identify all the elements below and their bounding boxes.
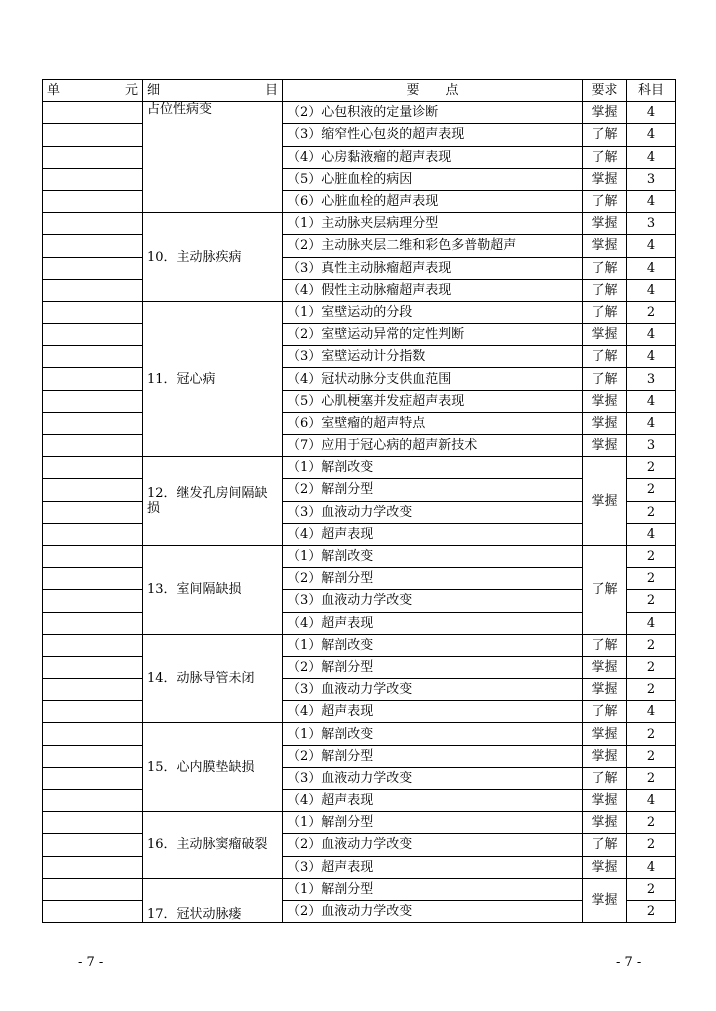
unit-cell <box>43 146 143 168</box>
unit-cell <box>43 568 143 590</box>
unit-cell <box>43 701 143 723</box>
detail-cell: 10．主动脉疾病 <box>143 213 283 302</box>
unit-cell <box>43 190 143 212</box>
unit-cell <box>43 324 143 346</box>
table-row <box>43 812 676 834</box>
requirement-cell: 掌握 <box>583 812 627 834</box>
point-cell: （1）解剖改变 <box>283 723 583 745</box>
table-row <box>43 301 676 323</box>
point-cell: （3）血液动力学改变 <box>283 501 583 523</box>
subject-cell: 4 <box>627 279 676 301</box>
subject-cell: 2 <box>627 545 676 567</box>
point-cell: （4）冠状动脉分支供血范围 <box>283 368 583 390</box>
point-cell: （1）解剖改变 <box>283 634 583 656</box>
table-row <box>43 568 676 590</box>
unit-cell <box>43 634 143 656</box>
table-row <box>43 368 676 390</box>
requirement-cell: 了解 <box>583 368 627 390</box>
unit-cell <box>43 656 143 678</box>
detail-cell: 13．室间隔缺损 <box>143 545 283 634</box>
table-row <box>43 523 676 545</box>
subject-cell: 4 <box>627 412 676 434</box>
subject-cell: 2 <box>627 679 676 701</box>
unit-cell <box>43 612 143 634</box>
requirement-cell: 掌握 <box>583 324 627 346</box>
requirement-cell: 掌握 <box>583 656 627 678</box>
requirement-cell: 掌握 <box>583 856 627 878</box>
requirement-cell: 了解 <box>583 634 627 656</box>
subject-cell: 4 <box>627 235 676 257</box>
requirement-cell: 掌握 <box>583 168 627 190</box>
unit-cell <box>43 479 143 501</box>
requirement-cell: 掌握 <box>583 412 627 434</box>
subject-cell: 4 <box>627 146 676 168</box>
unit-cell <box>43 168 143 190</box>
point-cell: （2）心包积液的定量诊断 <box>283 102 583 124</box>
subject-cell: 3 <box>627 213 676 235</box>
requirement-cell: 了解 <box>583 257 627 279</box>
table-row <box>43 501 676 523</box>
subject-cell: 4 <box>627 701 676 723</box>
point-cell: （7）应用于冠心病的超声新技术 <box>283 435 583 457</box>
requirement-cell: 掌握 <box>583 745 627 767</box>
requirement-cell: 掌握 <box>583 235 627 257</box>
table-row <box>43 590 676 612</box>
requirement-cell: 了解 <box>583 767 627 789</box>
detail-cell: 14．动脉导管未闭 <box>143 634 283 723</box>
point-cell: （3）血液动力学改变 <box>283 679 583 701</box>
unit-cell <box>43 790 143 812</box>
point-cell: （2）解剖分型 <box>283 479 583 501</box>
requirement-cell: 了解 <box>583 834 627 856</box>
point-cell: （2）解剖分型 <box>283 656 583 678</box>
subject-cell: 4 <box>627 612 676 634</box>
requirement-cell: 掌握 <box>583 390 627 412</box>
table-row <box>43 168 676 190</box>
subject-cell: 4 <box>627 124 676 146</box>
unit-cell <box>43 390 143 412</box>
unit-cell <box>43 412 143 434</box>
unit-cell <box>43 124 143 146</box>
unit-cell <box>43 346 143 368</box>
point-cell: （1）解剖改变 <box>283 457 583 479</box>
point-cell: （5）心肌梗塞并发症超声表现 <box>283 390 583 412</box>
header-row <box>43 80 676 102</box>
unit-cell <box>43 435 143 457</box>
detail-cell: 15．心内膜垫缺损 <box>143 723 283 812</box>
unit-cell <box>43 723 143 745</box>
table-row <box>43 856 676 878</box>
subject-cell: 2 <box>627 479 676 501</box>
table-row <box>43 346 676 368</box>
table-row <box>43 235 676 257</box>
point-cell: （2）主动脉夹层二维和彩色多普勒超声 <box>283 235 583 257</box>
table-row <box>43 102 676 124</box>
subject-cell: 4 <box>627 523 676 545</box>
table-row <box>43 745 676 767</box>
subject-cell: 3 <box>627 435 676 457</box>
unit-cell <box>43 878 143 900</box>
table-row <box>43 146 676 168</box>
unit-cell <box>43 834 143 856</box>
point-cell: （1）解剖分型 <box>283 812 583 834</box>
unit-cell <box>43 745 143 767</box>
unit-cell <box>43 856 143 878</box>
point-cell: （4）超声表现 <box>283 701 583 723</box>
subject-cell: 2 <box>627 634 676 656</box>
header-unit: 单 元 <box>43 80 143 102</box>
detail-cell: 17．冠状动脉瘘 <box>143 878 283 922</box>
subject-cell: 2 <box>627 301 676 323</box>
subject-cell: 2 <box>627 723 676 745</box>
subject-cell: 4 <box>627 190 676 212</box>
detail-cell: 16．主动脉窦瘤破裂 <box>143 812 283 879</box>
requirement-cell: 了解 <box>583 301 627 323</box>
subject-cell: 4 <box>627 324 676 346</box>
table-row <box>43 412 676 434</box>
subject-cell: 2 <box>627 834 676 856</box>
page-number-right: - 7 - <box>616 955 642 970</box>
header-points: 要 点 <box>283 80 583 102</box>
unit-cell <box>43 102 143 124</box>
unit-cell <box>43 545 143 567</box>
point-cell: （2）血液动力学改变 <box>283 900 583 922</box>
table-row <box>43 457 676 479</box>
unit-cell <box>43 501 143 523</box>
subject-cell: 2 <box>627 745 676 767</box>
requirement-cell: 掌握 <box>583 213 627 235</box>
table-row <box>43 545 676 567</box>
unit-cell <box>43 301 143 323</box>
requirement-cell: 掌握 <box>583 790 627 812</box>
point-cell: （3）室壁运动计分指数 <box>283 346 583 368</box>
subject-cell: 4 <box>627 790 676 812</box>
point-cell: （3）超声表现 <box>283 856 583 878</box>
header-subject: 科目 <box>627 80 676 102</box>
table-row <box>43 124 676 146</box>
table-row <box>43 435 676 457</box>
syllabus-table <box>42 79 676 923</box>
subject-cell: 2 <box>627 656 676 678</box>
header-detail: 细 目 <box>143 80 283 102</box>
unit-cell <box>43 679 143 701</box>
unit-cell <box>43 900 143 922</box>
detail-cell: 12．继发孔房间隔缺损 <box>143 457 283 546</box>
subject-cell: 2 <box>627 878 676 900</box>
requirement-cell: 掌握 <box>583 723 627 745</box>
subject-cell: 2 <box>627 767 676 789</box>
point-cell: （1）解剖分型 <box>283 878 583 900</box>
subject-cell: 2 <box>627 590 676 612</box>
point-cell: （1）主动脉夹层病理分型 <box>283 213 583 235</box>
table-row <box>43 612 676 634</box>
requirement-cell: 了解 <box>583 146 627 168</box>
point-cell: （2）室壁运动异常的定性判断 <box>283 324 583 346</box>
subject-cell: 3 <box>627 368 676 390</box>
point-cell: （3）缩窄性心包炎的超声表现 <box>283 124 583 146</box>
unit-cell <box>43 457 143 479</box>
unit-cell <box>43 523 143 545</box>
point-cell: （6）室壁瘤的超声特点 <box>283 412 583 434</box>
subject-cell: 2 <box>627 900 676 922</box>
requirement-cell: 了解 <box>583 124 627 146</box>
table-row <box>43 634 676 656</box>
unit-cell <box>43 812 143 834</box>
subject-cell: 4 <box>627 390 676 412</box>
table-row <box>43 324 676 346</box>
table-row <box>43 279 676 301</box>
requirement-cell: 了解 <box>583 190 627 212</box>
unit-cell <box>43 767 143 789</box>
subject-cell: 4 <box>627 856 676 878</box>
point-cell: （1）解剖改变 <box>283 545 583 567</box>
point-cell: （1）室壁运动的分段 <box>283 301 583 323</box>
requirement-cell: 掌握 <box>583 457 627 546</box>
table-body <box>43 102 676 923</box>
subject-cell: 2 <box>627 568 676 590</box>
point-cell: （2）血液动力学改变 <box>283 834 583 856</box>
detail-cell: 占位性病变 <box>143 102 283 213</box>
point-cell: （5）心脏血栓的病因 <box>283 168 583 190</box>
table-row <box>43 656 676 678</box>
table-row <box>43 679 676 701</box>
requirement-cell: 掌握 <box>583 435 627 457</box>
requirement-cell: 掌握 <box>583 102 627 124</box>
requirement-cell: 了解 <box>583 279 627 301</box>
table-row <box>43 834 676 856</box>
point-cell: （4）心房黏液瘤的超声表现 <box>283 146 583 168</box>
subject-cell: 3 <box>627 168 676 190</box>
unit-cell <box>43 279 143 301</box>
point-cell: （3）血液动力学改变 <box>283 590 583 612</box>
requirement-cell: 了解 <box>583 346 627 368</box>
table-row <box>43 723 676 745</box>
point-cell: （4）假性主动脉瘤超声表现 <box>283 279 583 301</box>
detail-cell: 11．冠心病 <box>143 301 283 456</box>
subject-cell: 2 <box>627 812 676 834</box>
point-cell: （2）解剖分型 <box>283 568 583 590</box>
table-row <box>43 701 676 723</box>
table-row <box>43 390 676 412</box>
subject-cell: 4 <box>627 102 676 124</box>
subject-cell: 4 <box>627 346 676 368</box>
table-row <box>43 878 676 900</box>
subject-cell: 2 <box>627 457 676 479</box>
subject-cell: 4 <box>627 257 676 279</box>
table-row <box>43 900 676 922</box>
point-cell: （4）超声表现 <box>283 612 583 634</box>
table-row <box>43 479 676 501</box>
point-cell: （6）心脏血栓的超声表现 <box>283 190 583 212</box>
point-cell: （2）解剖分型 <box>283 745 583 767</box>
unit-cell <box>43 368 143 390</box>
requirement-cell: 掌握 <box>583 878 627 922</box>
point-cell: （3）血液动力学改变 <box>283 767 583 789</box>
point-cell: （3）真性主动脉瘤超声表现 <box>283 257 583 279</box>
point-cell: （4）超声表现 <box>283 790 583 812</box>
subject-cell: 2 <box>627 501 676 523</box>
requirement-cell: 掌握 <box>583 679 627 701</box>
unit-cell <box>43 590 143 612</box>
table-row <box>43 190 676 212</box>
requirement-cell: 了解 <box>583 545 627 634</box>
unit-cell <box>43 257 143 279</box>
unit-cell <box>43 235 143 257</box>
table-row <box>43 213 676 235</box>
header-requirement: 要求 <box>583 80 627 102</box>
unit-cell <box>43 213 143 235</box>
requirement-cell: 了解 <box>583 701 627 723</box>
table-row <box>43 257 676 279</box>
table-row <box>43 790 676 812</box>
point-cell: （4）超声表现 <box>283 523 583 545</box>
page-number-left: - 7 - <box>78 955 104 970</box>
table-row <box>43 767 676 789</box>
